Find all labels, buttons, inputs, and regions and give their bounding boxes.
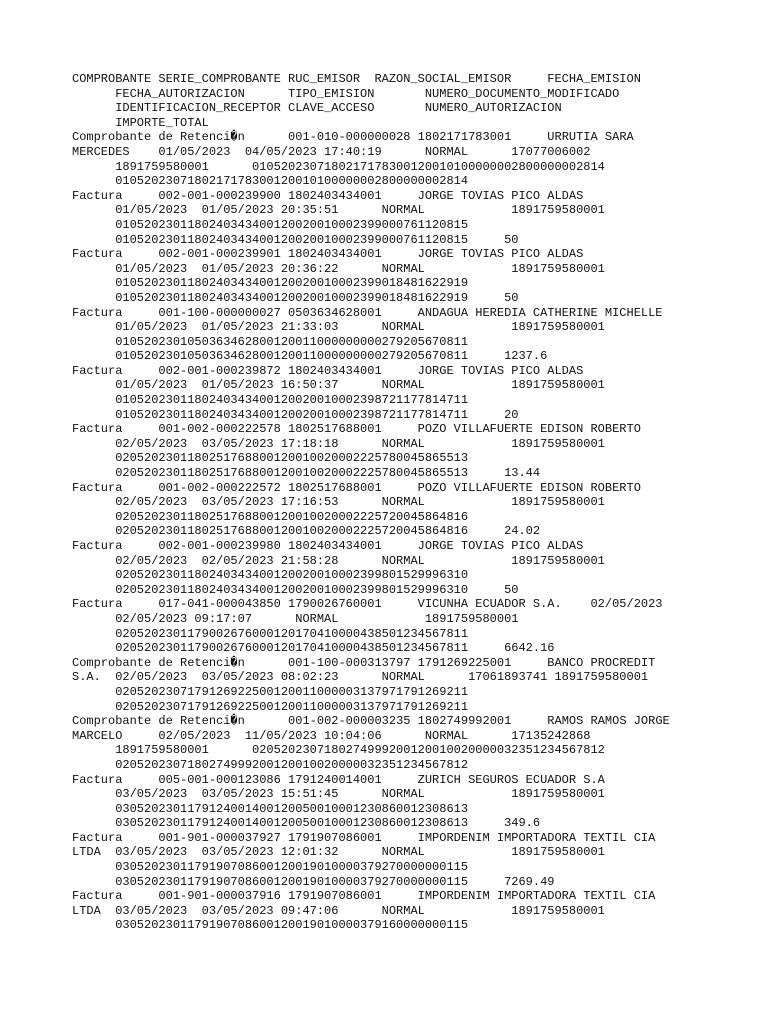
document-line: 0205202301180240343400120020010002399801529996310 50 xyxy=(72,582,519,597)
document-line: Factura 002-001-000239980 1802403434001 JORGE TOVIAS PICO ALDAS xyxy=(72,539,584,553)
document-line: 0305202301179190708600120019010000379270000000115 xyxy=(72,860,469,875)
document-line: 02/05/2023 03/05/2023 17:16:53 NORMAL 1891759580001 xyxy=(72,495,605,510)
document-line: 0305202301179124001400120050010001230860012308613 349.6 xyxy=(72,816,541,831)
document-line: 0105202301180240343400120020010002399018481622919 50 xyxy=(72,290,519,305)
document-line: 0205202307179126922500120011000003137971791269211 xyxy=(72,699,469,714)
document-line: Comprobante de Retenci�n 001-010-000000028 1802171783001 URRUTIA SARA xyxy=(72,130,634,145)
document-line: 0105202307180217178300120010100000002800000002814 xyxy=(72,174,469,189)
document-line: Factura 001-901-000037927 1791907086001 IMPORDENIM IMPORTADORA TEXTIL CIA xyxy=(72,830,656,845)
document-line: COMPROBANTE SERIE_COMPROBANTE RUC_EMISOR RAZON_SOCIAL_EMISOR FECHA_EMISION xyxy=(72,72,641,86)
document-line: 0205202307180274999200120010020000032351234567812 xyxy=(72,757,469,772)
document-line: 0105202301180240343400120020010002399018481622919 xyxy=(72,276,469,291)
document-line: Comprobante de Retenci�n 001-002-000003235 1802749992001 RAMOS RAMOS JORGE xyxy=(72,714,670,729)
document-line: Factura 001-002-000222578 1802517688001 POZO VILLAFUERTE EDISON ROBERTO xyxy=(72,422,641,437)
document-line: 0305202301179124001400120050010001230860012308613 xyxy=(72,801,469,816)
document-line: IDENTIFICACION_RECEPTOR CLAVE_ACCESO NUMERO_AUTORIZACION xyxy=(72,101,562,116)
document-line: 0205202301180251768800120010020002225720045864816 xyxy=(72,509,469,524)
document-line: 02/05/2023 03/05/2023 17:18:18 NORMAL 1891759580001 xyxy=(72,436,605,451)
document-line: 0205202307179126922500120011000003137971791269211 xyxy=(72,684,469,699)
document-line: 0105202301180240343400120020010002399000761120815 50 xyxy=(72,232,519,247)
document-line: 0305202301179190708600120019010000379160000000115 xyxy=(72,918,469,933)
document-line: FECHA_AUTORIZACION TIPO_EMISION NUMERO_DOCUMENTO_MODIFICADO xyxy=(72,86,620,101)
document-line: 0105202301050363462800120011000000000279205670811 1237.6 xyxy=(72,349,548,364)
document-line: MARCELO 02/05/2023 11/05/2023 10:04:06 NORMAL 17135242868 xyxy=(72,728,591,743)
document-line: 0205202301180251768800120010020002225780045865513 xyxy=(72,451,469,466)
document-line: 02/05/2023 09:17:07 NORMAL 1891759580001 xyxy=(72,611,519,626)
document-line: LTDA 03/05/2023 03/05/2023 09:47:06 NORMAL 1891759580001 xyxy=(72,903,605,918)
document-line: 1891759580001 0105202307180217178300120010100000002800000002814 xyxy=(72,159,605,174)
document-line: S.A. 02/05/2023 03/05/2023 08:02:23 NORMAL 17061893741 1891759580001 xyxy=(72,670,649,685)
document-line: 01/05/2023 01/05/2023 16:50:37 NORMAL 1891759580001 xyxy=(72,378,605,393)
document-line: Factura 001-901-000037916 1791907086001 IMPORDENIM IMPORTADORA TEXTIL CIA xyxy=(72,889,656,904)
document-line: 01/05/2023 01/05/2023 20:35:51 NORMAL 1891759580001 xyxy=(72,203,605,218)
document-line: 03/05/2023 03/05/2023 15:51:45 NORMAL 1891759580001 xyxy=(72,787,605,802)
document-line: 01/05/2023 01/05/2023 20:36:22 NORMAL 1891759580001 xyxy=(72,261,605,276)
document-line: 0205202301180251768800120010020002225720045864816 24.02 xyxy=(72,524,541,539)
document-line: 0305202301179190708600120019010000379270000000115 7269.49 xyxy=(72,874,555,889)
document-line: 0205202301179002676000120170410000438501234567811 xyxy=(72,626,469,641)
document-line: LTDA 03/05/2023 03/05/2023 12:01:32 NORMAL 1891759580001 xyxy=(72,845,605,860)
document-line: 0205202301179002676000120170410000438501234567811 6642.16 xyxy=(72,641,555,656)
document-line: 01/05/2023 01/05/2023 21:33:03 NORMAL 1891759580001 xyxy=(72,320,605,335)
document-line: 0105202301180240343400120020010002399000761120815 xyxy=(72,217,469,232)
document-line: 0105202301180240343400120020010002398721177814711 xyxy=(72,393,469,408)
document-line: MERCEDES 01/05/2023 04/05/2023 17:40:19 NORMAL 17077006002 xyxy=(72,144,591,159)
document-line: Factura 001-100-000000027 0503634628001 ANDAGUA HEREDIA CATHERINE MICHELLE xyxy=(72,305,663,320)
document-line: Factura 005-001-000123086 1791240014001 ZURICH SEGUROS ECUADOR S.A xyxy=(72,772,605,787)
document-line: 0205202301180240343400120020010002399801529996310 xyxy=(72,568,469,583)
document-line: 0205202301180251768800120010020002225780045865513 13.44 xyxy=(72,466,541,481)
document-line: Factura 002-001-000239900 1802403434001 JORGE TOVIAS PICO ALDAS xyxy=(72,188,584,203)
document-line: Comprobante de Retenci�n 001-100-000313797 1791269225001 BANCO PROCREDIT xyxy=(72,655,656,670)
document-line: 0105202301180240343400120020010002398721177814711 20 xyxy=(72,407,519,422)
document-line: Factura 001-002-000222572 1802517688001 POZO VILLAFUERTE EDISON ROBERTO xyxy=(72,480,641,495)
document-line: Factura 017-041-000043850 1790026760001 VICUNHA ECUADOR S.A. 02/05/2023 xyxy=(72,597,663,612)
document-text-block xyxy=(72,72,712,933)
document-line: 1891759580001 0205202307180274999200120010020000032351234567812 xyxy=(72,743,605,758)
document-line: 02/05/2023 02/05/2023 21:58:28 NORMAL 1891759580001 xyxy=(72,553,605,568)
document-line: Factura 002-001-000239901 1802403434001 JORGE TOVIAS PICO ALDAS xyxy=(72,247,584,262)
document-line: IMPORTE_TOTAL xyxy=(72,115,209,130)
document-line: 0105202301050363462800120011000000000279205670811 xyxy=(72,334,469,349)
document-line: Factura 002-001-000239872 1802403434001 JORGE TOVIAS PICO ALDAS xyxy=(72,363,584,378)
